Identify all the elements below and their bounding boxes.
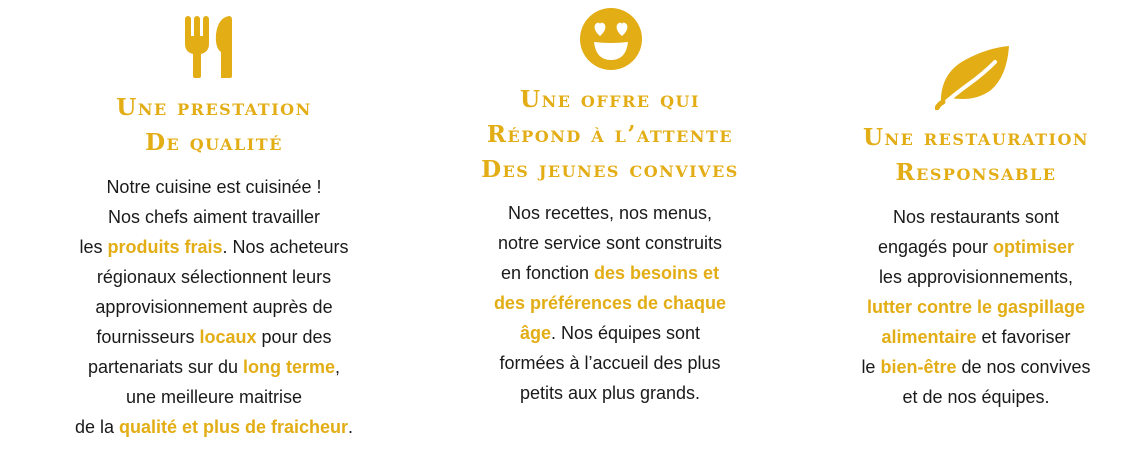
description-line: [800, 322, 1148, 352]
leaf-icon: [935, 44, 1011, 110]
description-text: une meilleure maitrise: [125, 387, 303, 407]
description-text: le: [861, 357, 881, 377]
description-text: . Nos équipes sont: [550, 323, 701, 343]
highlight-text: lutter contre le gaspillage: [866, 297, 1086, 317]
feature-title-line: Une restauration: [862, 124, 1090, 151]
description-line: [38, 322, 390, 352]
feature-title: [440, 82, 780, 187]
description-text: ,: [335, 357, 341, 377]
description-line: [440, 318, 780, 348]
highlight-text: produits frais: [107, 237, 223, 257]
feature-title-line: Responsable: [895, 159, 1057, 186]
description-line: [38, 292, 390, 322]
highlight-text: locaux: [199, 327, 257, 347]
highlight-text: bien-être: [880, 357, 957, 377]
description-line: [440, 258, 780, 288]
description-line: [800, 382, 1148, 412]
description-text: Nos recettes, nos menus,: [507, 203, 713, 223]
description-line: [38, 172, 390, 202]
feature-title-line: Une prestation: [116, 94, 312, 121]
highlight-text: alimentaire: [881, 327, 977, 347]
feature-title-line: Des jeunes convives: [481, 156, 739, 183]
description-line: [440, 378, 780, 408]
description-line: [38, 352, 390, 382]
feature-description: [440, 198, 780, 408]
feature-title-line: De qualité: [145, 129, 283, 156]
description-line: [38, 262, 390, 292]
description-line: [800, 202, 1148, 232]
description-text: pour des: [256, 327, 332, 347]
highlight-text: optimiser: [993, 237, 1075, 257]
description-text: et favoriser: [976, 327, 1071, 347]
description-text: de nos convives: [956, 357, 1091, 377]
description-line: [440, 228, 780, 258]
description-text: fournisseurs: [96, 327, 200, 347]
description-text: les: [79, 237, 108, 257]
highlight-text: long terme: [243, 357, 336, 377]
description-text: partenariats sur du: [87, 357, 244, 377]
description-text: Nos restaurants sont: [892, 207, 1060, 227]
description-line: [440, 348, 780, 378]
feature-title-line: Une offre qui: [520, 86, 700, 113]
description-line: [800, 232, 1148, 262]
fork-knife-icon: [183, 14, 241, 80]
description-text: en fonction: [500, 263, 595, 283]
description-text: Notre cuisine est cuisinée !: [106, 177, 322, 197]
feature-title: [800, 120, 1148, 190]
description-text: les approvisionnements,: [878, 267, 1074, 287]
feature-title: [38, 90, 390, 160]
feature-description: [800, 202, 1148, 412]
highlight-text: des préférences de chaque: [493, 293, 727, 313]
description-text: Nos chefs aiment travailler: [107, 207, 321, 227]
feature-description: [38, 172, 390, 442]
description-line: [38, 202, 390, 232]
description-text: . Nos acheteurs: [222, 237, 349, 257]
feature-title-line: Répond à l’attente: [486, 121, 734, 148]
description-line: [800, 352, 1148, 382]
description-text: .: [348, 417, 354, 437]
description-line: [800, 292, 1148, 322]
description-text: notre service sont construits: [497, 233, 723, 253]
description-text: approvisionnement auprès de: [95, 297, 333, 317]
highlight-text: qualité et plus de fraicheur: [118, 417, 349, 437]
description-line: [440, 288, 780, 318]
description-line: [38, 382, 390, 412]
description-line: [38, 412, 390, 442]
description-text: formées à l’accueil des plus: [499, 353, 721, 373]
description-text: petits aux plus grands.: [519, 383, 701, 403]
description-text: régionaux sélectionnent leurs: [96, 267, 332, 287]
smiley-heart-eyes-icon: [580, 8, 642, 70]
description-line: [38, 232, 390, 262]
description-text: engagés pour: [877, 237, 994, 257]
description-line: [440, 198, 780, 228]
description-text: et de nos équipes.: [902, 387, 1050, 407]
description-line: [800, 262, 1148, 292]
highlight-text: âge: [519, 323, 551, 343]
highlight-text: des besoins et: [594, 263, 720, 283]
description-text: de la: [74, 417, 119, 437]
